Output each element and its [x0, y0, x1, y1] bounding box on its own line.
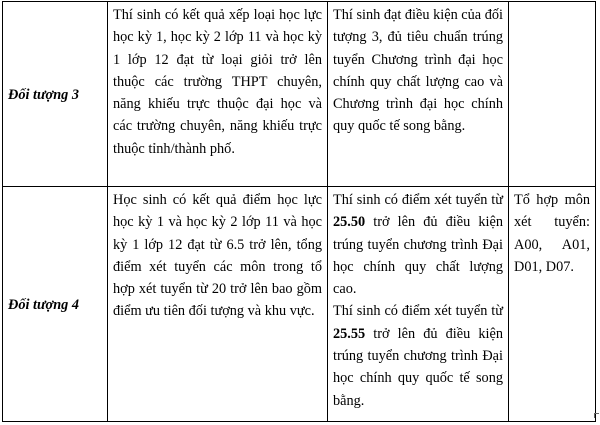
- table-row: [3, 187, 596, 422]
- result-cell: [328, 187, 509, 422]
- combination-text: Tổ hợp môn xét tuyển: A00, A01, D01, D07.: [514, 192, 590, 275]
- result-cell: [328, 2, 509, 187]
- conditions-cell: [108, 187, 328, 422]
- table-row: [3, 2, 596, 187]
- row-label-text: Đối tượng 4: [8, 296, 80, 313]
- result-text: Thí sinh đạt điều kiện của đối tượng 3, đủ tiêu chuẩn trúng tuyển Chương trình đại học chính quy chất lượng cao và Chương trình đại học chính quy quốc tế song bằng.: [333, 7, 503, 135]
- result-1-lead: Thí sinh có điểm xét tuyển từ: [333, 192, 503, 208]
- admission-criteria-table: [2, 1, 596, 422]
- conditions-text: Học sinh có kết quả điểm học lực học kỳ 1 và học kỳ 2 lớp 11 và học kỳ 1 lớp 12 đạt từ 6.5 trở lên, tổng điểm xét tuyển các môn trong tổ hợp xét tuyển từ 20 trở lên bao gồm điểm ưu tiên đối tượng và khu vực.: [113, 192, 322, 320]
- corner-mark: [594, 413, 599, 418]
- result-2-score: 25.55: [333, 325, 366, 342]
- result-2-tail: trở lên đủ điều kiện trúng tuyển chương trình Đại học chính quy quốc tế song bằng.: [333, 325, 503, 409]
- row-label: [3, 2, 108, 187]
- combination-cell: [509, 187, 596, 422]
- result-paragraph-1: [333, 189, 503, 300]
- conditions-text: Thí sinh có kết quả xếp loại học lực học kỳ 1, học kỳ 2 lớp 11 và học kỳ 1 lớp 12 đạt từ loại giỏi trở lên thuộc các trường THPT chuyên, năng khiếu trực thuộc đại học và các trường chuyên, năng khiếu trực thuộc tỉnh/thành phố.: [113, 7, 322, 157]
- conditions-cell: [108, 2, 328, 187]
- combination-cell: [509, 2, 596, 187]
- row-label: [3, 187, 108, 422]
- result-paragraph-2: [333, 300, 503, 411]
- result-2-lead: Thí sinh có điểm xét tuyển từ: [333, 303, 503, 320]
- result-1-score: 25.50: [333, 214, 366, 231]
- result-1-tail: trở lên đủ điều kiện trúng tuyển chương trình Đại học chính quy chất lượng cao.: [333, 214, 503, 298]
- row-label-text: Đối tượng 3: [8, 86, 80, 103]
